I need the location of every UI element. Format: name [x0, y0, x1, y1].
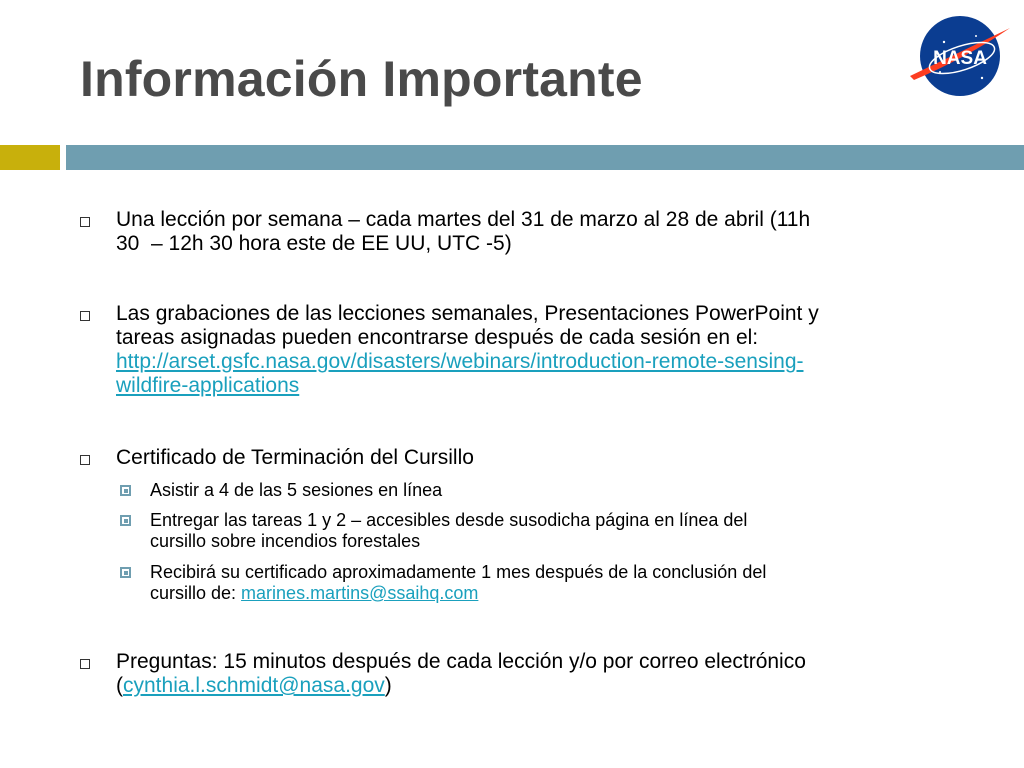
- square-sub-bullet-icon: [120, 567, 131, 578]
- bullet-schedule-line2: 30 – 12h 30 hora este de EE UU, UTC -5): [116, 232, 512, 255]
- square-sub-bullet-icon: [120, 515, 131, 526]
- webinar-link-part2[interactable]: wildfire-applications: [116, 374, 300, 397]
- bullet-certificate-text: Certificado de Terminación del Cursillo: [116, 446, 474, 469]
- bullet-recordings-line2: tareas asignadas pueden encontrarse después de cada sesión en el:: [116, 326, 759, 349]
- header-accent-bar-gold: [0, 145, 60, 170]
- square-bullet-icon: [80, 455, 90, 465]
- bullet-recordings-line1: Las grabaciones de las lecciones semanales, Presentaciones PowerPoint y: [116, 302, 819, 325]
- slide-title: Información Importante: [80, 51, 643, 107]
- webinar-link-part1[interactable]: http://arset.gsfc.nasa.gov/disasters/webinars/introduction-remote-sensing-: [116, 350, 804, 373]
- square-sub-bullet-icon: [120, 485, 131, 496]
- email-link-marines[interactable]: marines.martins@ssaihq.com: [241, 583, 479, 603]
- square-bullet-icon: [80, 659, 90, 669]
- bullet-schedule-line1: Una lección por semana – cada martes del 31 de marzo al 28 de abril (11h: [116, 208, 811, 231]
- nasa-logo: [906, 14, 1014, 98]
- square-bullet-icon: [80, 311, 90, 321]
- email-link-cynthia[interactable]: cynthia.l.schmidt@nasa.gov: [123, 674, 385, 697]
- svg-text:NASA: NASA: [933, 48, 987, 69]
- header-accent-bar-blue: [66, 145, 1024, 170]
- square-bullet-icon: [80, 217, 90, 227]
- bullet-questions-line1: Preguntas: 15 minutos después de cada lección y/o por correo electrónico: [116, 650, 806, 673]
